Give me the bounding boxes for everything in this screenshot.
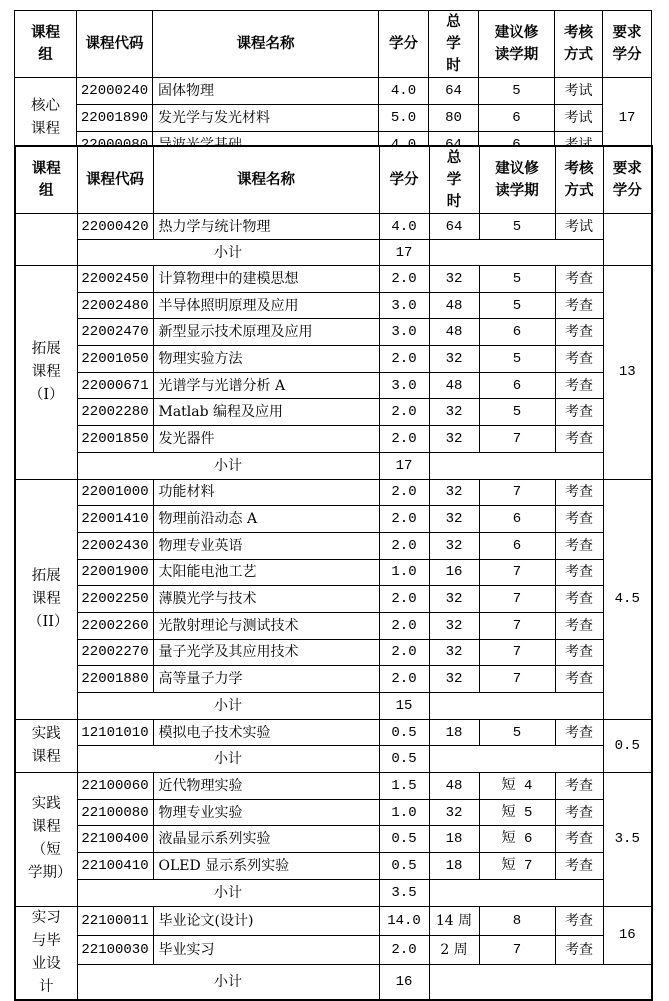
course-code: 12101010 [77,719,153,746]
course-hours: 32 [429,586,479,613]
course-hours: 18 [429,826,479,853]
table-row [15,532,652,559]
subtotal-empty [429,965,652,1000]
subtotal-credits: 3.5 [379,879,429,906]
course-semester: 短 7 [479,853,555,880]
course-name: 近代物理实验 [153,773,379,800]
table-row [15,906,652,936]
subtotal-empty [429,746,603,773]
course-hours: 18 [429,853,479,880]
table-row [15,266,652,293]
course-semester: 6 [479,532,555,559]
table-row [15,105,652,132]
course-exam: 考查 [555,853,603,880]
course-exam: 考查 [555,799,603,826]
table-row [15,666,652,693]
subtotal-credits: 16 [379,965,429,1000]
course-exam: 考查 [555,266,603,293]
course-name: 光谱学与光谱分析 A [153,372,379,399]
course-semester: 7 [479,666,555,693]
course-credits: 1.0 [379,799,429,826]
course-table [14,145,653,1001]
course-name: 热力学与统计物理 [153,214,379,240]
course-hours: 80 [429,105,479,132]
course-name: 毕业论文(设计) [153,906,379,936]
course-exam: 考查 [555,479,603,506]
course-exam: 考查 [555,426,603,453]
subtotal-empty [429,452,603,479]
table-row [15,426,652,453]
course-code: 22002470 [77,319,153,346]
course-name: 发光学与发光材料 [153,105,379,132]
course-semester: 5 [479,214,555,240]
header-row [15,11,652,78]
required-credits: 17 [603,78,652,159]
course-exam: 考查 [555,292,603,319]
course-semester: 7 [479,479,555,506]
group-ext1: 拓展课程（I） [15,266,77,480]
course-code: 22002280 [77,399,153,426]
required-credits: 4.5 [603,479,652,719]
course-exam: 考查 [555,639,603,666]
course-code: 22100011 [77,906,153,936]
course-hours: 64 [429,214,479,240]
course-credits: 4.0 [379,78,429,105]
group-practice-short: 实践课程（短学期） [15,773,77,906]
course-exam: 考查 [555,559,603,586]
header-semester: 建议修读学期 [479,11,555,78]
course-semester: 7 [479,586,555,613]
header-semester: 建议修读学期 [479,146,555,214]
course-code: 22001850 [77,426,153,453]
course-name: 功能材料 [153,479,379,506]
course-code: 22002250 [77,586,153,613]
table-row [15,853,652,880]
subtotal-row [15,746,652,773]
course-semester: 短 6 [479,826,555,853]
course-hours: 32 [429,399,479,426]
course-hours: 32 [429,346,479,373]
group-internship: 实习与毕业设计 [15,906,77,1000]
course-name: 液晶显示系列实验 [153,826,379,853]
subtotal-empty [429,879,603,906]
subtotal-row [15,452,652,479]
course-credits: 1.0 [379,559,429,586]
course-credits: 5.0 [379,105,429,132]
course-name: 新型显示技术原理及应用 [153,319,379,346]
course-credits: 2.0 [379,346,429,373]
course-hours: 32 [429,266,479,293]
course-exam: 考查 [555,719,603,746]
course-semester: 6 [479,105,555,132]
course-hours: 16 [429,559,479,586]
course-hours: 2 周 [429,936,479,965]
required-credits: 3.5 [603,773,652,906]
group-core: 核心课程 [15,78,77,159]
course-code: 22001900 [77,559,153,586]
table-row [15,78,652,105]
header-required: 要求学分 [603,146,652,214]
course-name: 模拟电子技术实验 [153,719,379,746]
course-credits: 3.0 [379,319,429,346]
course-code: 22100080 [77,799,153,826]
course-code: 22000420 [77,214,153,240]
subtotal-credits: 0.5 [379,746,429,773]
course-credits: 2.0 [379,266,429,293]
course-semester: 5 [479,292,555,319]
course-code: 22002480 [77,292,153,319]
course-exam: 考试 [555,78,603,105]
subtotal-empty [429,240,603,266]
course-hours: 48 [429,773,479,800]
table-row [15,292,652,319]
subtotal-credits: 15 [379,693,429,720]
course-code: 22001880 [77,666,153,693]
course-semester: 5 [479,399,555,426]
course-code: 22002270 [77,639,153,666]
course-name: Matlab 编程及应用 [153,399,379,426]
table-row [15,826,652,853]
course-code: 22001050 [77,346,153,373]
course-name: 高等量子力学 [153,666,379,693]
header-code: 课程代码 [77,146,153,214]
course-semester: 7 [479,639,555,666]
course-name: 物理前沿动态 A [153,506,379,533]
course-exam: 考查 [555,666,603,693]
course-semester: 6 [479,319,555,346]
course-name: 发光器件 [153,426,379,453]
subtotal-empty [429,693,603,720]
course-code: 22100030 [77,936,153,965]
course-exam: 考查 [555,346,603,373]
course-semester: 7 [479,936,555,965]
header-exam: 考核方式 [555,11,603,78]
course-hours: 32 [429,799,479,826]
course-code: 22100060 [77,773,153,800]
header-name: 课程名称 [153,146,379,214]
course-name: 毕业实习 [153,936,379,965]
course-credits: 2.0 [379,666,429,693]
subtotal-credits: 17 [379,240,429,266]
course-credits: 14.0 [379,906,429,936]
course-name: 物理实验方法 [153,346,379,373]
course-credits: 2.0 [379,612,429,639]
course-exam: 考查 [555,826,603,853]
subtotal-label: 小计 [77,879,379,906]
table-row [15,639,652,666]
course-exam: 考查 [555,399,603,426]
table-row [15,936,652,965]
course-credits: 2.0 [379,532,429,559]
course-exam: 考查 [555,612,603,639]
course-credits: 1.5 [379,773,429,800]
subtotal-credits: 17 [379,452,429,479]
required-credits [603,214,652,266]
table-row [15,399,652,426]
course-credits: 2.0 [379,506,429,533]
course-name: 计算物理中的建模思想 [153,266,379,293]
course-semester: 短 4 [479,773,555,800]
subtotal-row [15,965,652,1000]
course-exam: 考查 [555,773,603,800]
course-hours: 32 [429,639,479,666]
course-hours: 14 周 [429,906,479,936]
course-hours: 48 [429,372,479,399]
table-row [15,612,652,639]
course-name: 量子光学及其应用技术 [153,639,379,666]
header-group: 课程组 [15,146,77,214]
header-row [15,146,652,214]
header-exam: 考核方式 [555,146,603,214]
course-exam: 考查 [555,372,603,399]
course-exam: 考查 [555,906,603,936]
course-credits: 3.0 [379,292,429,319]
course-hours: 32 [429,479,479,506]
course-code: 22002430 [77,532,153,559]
course-credits: 0.5 [379,719,429,746]
course-semester: 7 [479,559,555,586]
course-semester: 7 [479,426,555,453]
course-code: 22100400 [77,826,153,853]
header-required: 要求学分 [603,11,652,78]
course-semester: 6 [479,506,555,533]
course-hours: 18 [429,719,479,746]
subtotal-label: 小计 [77,452,379,479]
course-name: 固体物理 [153,78,379,105]
course-name: OLED 显示系列实验 [153,853,379,880]
course-semester: 5 [479,266,555,293]
table-row [15,586,652,613]
group-ext2: 拓展课程（II） [15,479,77,719]
course-name: 物理专业英语 [153,532,379,559]
course-credits: 0.5 [379,826,429,853]
course-exam: 考试 [555,105,603,132]
course-credits: 2.0 [379,426,429,453]
course-code: 22001890 [77,105,153,132]
header-hours: 总学时 [429,146,479,214]
required-credits: 16 [603,906,652,965]
table-row [15,346,652,373]
course-code: 22000671 [77,372,153,399]
header-credits: 学分 [379,11,429,78]
table-row [15,479,652,506]
course-code: 22002260 [77,612,153,639]
course-hours: 32 [429,532,479,559]
subtotal-row [15,693,652,720]
course-exam: 考查 [555,506,603,533]
course-exam: 考试 [555,214,603,240]
table-row [15,799,652,826]
header-code: 课程代码 [77,11,153,78]
course-hours: 32 [429,506,479,533]
course-code: 22002450 [77,266,153,293]
course-code: 22001410 [77,506,153,533]
course-code: 22001000 [77,479,153,506]
course-hours: 48 [429,319,479,346]
table-row [15,506,652,533]
table-row [15,214,652,240]
course-semester: 7 [479,612,555,639]
table-row [15,559,652,586]
course-code: 22100410 [77,853,153,880]
subtotal-row [15,240,652,266]
table-row [15,773,652,800]
course-hours: 32 [429,666,479,693]
course-credits: 2.0 [379,479,429,506]
course-credits: 2.0 [379,586,429,613]
header-hours: 总学时 [429,11,479,78]
required-credits: 13 [603,266,652,480]
course-semester: 6 [479,372,555,399]
table-row [15,372,652,399]
group-core-continued [15,214,77,266]
table-row [15,319,652,346]
course-hours: 48 [429,292,479,319]
course-credits: 0.5 [379,853,429,880]
course-credits: 2.0 [379,639,429,666]
subtotal-label: 小计 [77,693,379,720]
course-name: 薄膜光学与技术 [153,586,379,613]
course-name: 太阳能电池工艺 [153,559,379,586]
course-exam: 考查 [555,586,603,613]
course-name: 光散射理论与测试技术 [153,612,379,639]
course-hours: 32 [429,426,479,453]
subtotal-label: 小计 [77,746,379,773]
header-group: 课程组 [15,11,77,78]
course-semester: 8 [479,906,555,936]
header-name: 课程名称 [153,11,379,78]
course-exam: 考查 [555,936,603,965]
subtotal-label: 小计 [77,240,379,266]
course-semester: 短 5 [479,799,555,826]
course-exam: 考查 [555,319,603,346]
course-semester: 5 [479,346,555,373]
course-name: 半导体照明原理及应用 [153,292,379,319]
course-code: 22000240 [77,78,153,105]
required-credits: 0.5 [603,719,652,772]
course-credits: 3.0 [379,372,429,399]
course-hours: 64 [429,78,479,105]
course-semester: 5 [479,719,555,746]
header-credits: 学分 [379,146,429,214]
subtotal-label: 小计 [77,965,379,1000]
course-credits: 4.0 [379,214,429,240]
course-exam: 考查 [555,532,603,559]
course-name: 物理专业实验 [153,799,379,826]
subtotal-row [15,879,652,906]
core-course-table [14,10,652,159]
course-hours: 32 [429,612,479,639]
course-semester: 5 [479,78,555,105]
course-credits: 2.0 [379,936,429,965]
group-practice: 实践课程 [15,719,77,772]
table-row [15,719,652,746]
course-credits: 2.0 [379,399,429,426]
